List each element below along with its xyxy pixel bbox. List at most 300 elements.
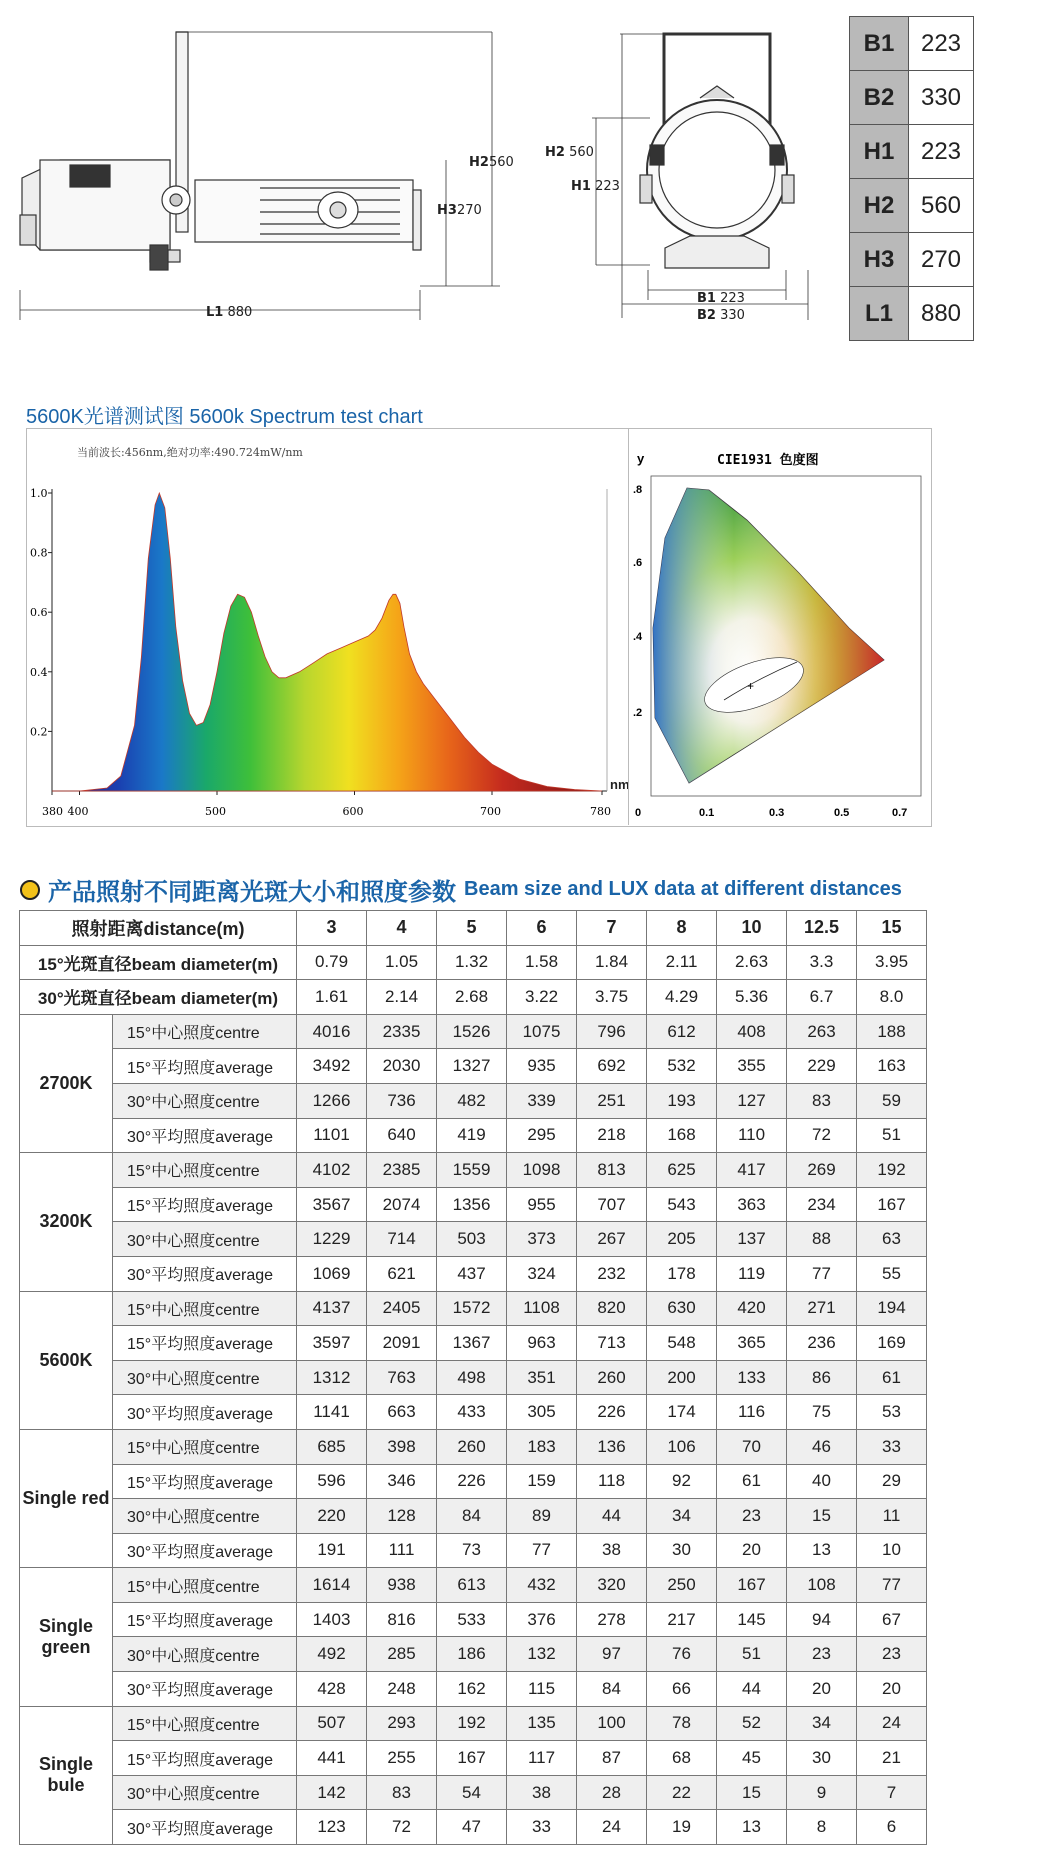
beam-diameter-cell: 2.63 [717,945,787,980]
measurement-label: 15°平均照度average [113,1187,297,1222]
lux-cell: 226 [437,1464,507,1499]
lux-cell: 3492 [297,1049,367,1084]
beam-diameter-label: 15°光斑直径beam diameter(m) [20,945,297,980]
lux-cell: 73 [437,1533,507,1568]
lux-cell: 492 [297,1637,367,1672]
lux-cell: 507 [297,1706,367,1741]
lux-cell: 251 [577,1083,647,1118]
beam-diameter-cell: 1.84 [577,945,647,980]
lux-cell: 820 [577,1291,647,1326]
distance-cell: 10 [717,911,787,946]
lux-cell: 84 [577,1672,647,1707]
lux-cell: 503 [437,1222,507,1257]
lux-cell: 88 [787,1222,857,1257]
lux-cell: 269 [787,1153,857,1188]
spectrum-x-tick-label: 700 [480,805,501,818]
lux-cell: 355 [717,1049,787,1084]
dimension-key: H1 [850,125,909,179]
lux-cell: 437 [437,1256,507,1291]
measurement-label: 30°中心照度centre [113,1637,297,1672]
beam-heading-cn: 产品照射不同距离光斑大小和照度参数 [48,879,456,906]
lux-cell: 84 [437,1499,507,1534]
lux-cell: 117 [507,1741,577,1776]
distance-cell: 7 [577,911,647,946]
lux-cell: 45 [717,1741,787,1776]
lux-cell: 89 [507,1499,577,1534]
table-row [20,1568,927,1603]
lux-cell: 46 [787,1429,857,1464]
lux-cell: 178 [647,1256,717,1291]
lux-cell: 1526 [437,1014,507,1049]
beam-lux-table [19,910,927,1845]
lux-cell: 271 [787,1291,857,1326]
lux-cell: 70 [717,1429,787,1464]
lux-cell: 76 [647,1637,717,1672]
color-temperature-group: Single green [20,1568,113,1706]
lux-cell: 24 [857,1706,927,1741]
dimension-key: B2 [850,71,909,125]
lux-cell: 816 [367,1602,437,1637]
lux-cell: 255 [367,1741,437,1776]
beam-diameter-cell: 6.7 [787,980,857,1015]
lux-cell: 52 [717,1706,787,1741]
beam-diameter-cell: 0.79 [297,945,367,980]
lux-cell: 30 [787,1741,857,1776]
lux-cell: 376 [507,1602,577,1637]
dimension-key: H3 [850,233,909,287]
lux-cell: 33 [507,1810,577,1845]
table-row [20,1810,927,1845]
beam-diameter-cell: 3.75 [577,980,647,1015]
lux-cell: 1101 [297,1118,367,1153]
table-row [20,1291,927,1326]
measurement-label: 15°中心照度centre [113,1153,297,1188]
lux-cell: 1266 [297,1083,367,1118]
lux-cell: 29 [857,1464,927,1499]
measurement-label: 30°平均照度average [113,1533,297,1568]
spectrum-y-tick-label: 0.2 [30,725,48,739]
lux-cell: 38 [507,1775,577,1810]
distance-cell: 6 [507,911,577,946]
lux-cell: 408 [717,1014,787,1049]
dimension-key: H2 [850,179,909,233]
lux-cell: 613 [437,1568,507,1603]
cie-diagram [629,428,931,825]
measurement-label: 30°平均照度average [113,1810,297,1845]
beam-diameter-label: 30°光斑直径beam diameter(m) [20,980,297,1015]
dimension-row [850,233,974,287]
lux-cell: 1403 [297,1602,367,1637]
lux-cell: 72 [367,1810,437,1845]
lux-cell: 123 [297,1810,367,1845]
lux-cell: 1327 [437,1049,507,1084]
lux-cell: 625 [647,1153,717,1188]
cie-y-tick-label: .8 [633,484,643,496]
lux-cell: 1559 [437,1153,507,1188]
lux-cell: 61 [717,1464,787,1499]
lux-cell: 15 [787,1499,857,1534]
lux-cell: 20 [787,1672,857,1707]
lux-cell: 53 [857,1395,927,1430]
lux-cell: 21 [857,1741,927,1776]
lux-cell: 1367 [437,1326,507,1361]
front-h1-label: H1 223 [571,179,620,194]
color-temperature-group: Single bule [20,1706,113,1844]
measurement-label: 30°平均照度average [113,1256,297,1291]
lux-cell: 596 [297,1464,367,1499]
beam-diameter-cell: 2.11 [647,945,717,980]
lux-cell: 640 [367,1118,437,1153]
lux-cell: 796 [577,1014,647,1049]
lux-cell: 2030 [367,1049,437,1084]
spectrum-x-tick-label: 600 [342,805,364,818]
lux-cell: 191 [297,1533,367,1568]
lux-cell: 13 [787,1533,857,1568]
lux-cell: 285 [367,1637,437,1672]
lux-cell: 305 [507,1395,577,1430]
lux-cell: 119 [717,1256,787,1291]
table-row [20,1706,927,1741]
lux-cell: 86 [787,1360,857,1395]
measurement-label: 30°中心照度centre [113,1499,297,1534]
lux-cell: 293 [367,1706,437,1741]
table-row [20,1672,927,1707]
lux-cell: 248 [367,1672,437,1707]
lux-cell: 94 [787,1602,857,1637]
dimension-table [849,16,974,341]
lux-cell: 28 [577,1775,647,1810]
lux-cell: 83 [367,1775,437,1810]
lux-cell: 168 [647,1118,717,1153]
distance-cell: 5 [437,911,507,946]
lux-cell: 55 [857,1256,927,1291]
measurement-label: 30°中心照度centre [113,1222,297,1257]
lux-cell: 250 [647,1568,717,1603]
lux-cell: 23 [787,1637,857,1672]
spectrum-x-tick-label: 380 [42,805,63,818]
measurement-label: 15°中心照度centre [113,1291,297,1326]
lux-cell: 51 [857,1118,927,1153]
lux-cell: 351 [507,1360,577,1395]
lux-cell: 38 [577,1533,647,1568]
lux-cell: 116 [717,1395,787,1430]
lux-cell: 54 [437,1775,507,1810]
front-b1-label: B1 223 [697,291,745,306]
cie-panel [628,428,931,825]
lux-cell: 1356 [437,1187,507,1222]
lux-cell: 8 [787,1810,857,1845]
dimension-row [850,179,974,233]
table-row [20,1429,927,1464]
lux-cell: 67 [857,1602,927,1637]
lux-cell: 205 [647,1222,717,1257]
lux-cell: 77 [507,1533,577,1568]
lux-cell: 320 [577,1568,647,1603]
lux-cell: 72 [787,1118,857,1153]
lux-cell: 11 [857,1499,927,1534]
beam-diameter-cell: 1.58 [507,945,577,980]
lux-cell: 77 [857,1568,927,1603]
distance-cell: 3 [297,911,367,946]
table-row [20,1499,927,1534]
lux-cell: 83 [787,1083,857,1118]
table-row [20,1222,927,1257]
color-temperature-group: 2700K [20,1014,113,1152]
lux-cell: 44 [717,1672,787,1707]
lux-cell: 19 [647,1810,717,1845]
lux-cell: 2091 [367,1326,437,1361]
dimension-row [850,287,974,341]
cie-y-label: y [637,451,645,466]
measurement-label: 15°平均照度average [113,1602,297,1637]
lux-cell: 192 [437,1706,507,1741]
front-view-drawing [592,34,808,320]
lux-cell: 736 [367,1083,437,1118]
dimension-row [850,125,974,179]
lux-cell: 1312 [297,1360,367,1395]
lux-cell: 169 [857,1326,927,1361]
lux-cell: 938 [367,1568,437,1603]
lux-cell: 324 [507,1256,577,1291]
lux-cell: 692 [577,1049,647,1084]
cie-y-tick-label: .6 [633,557,643,569]
lux-cell: 24 [577,1810,647,1845]
cie-title: CIE1931 色度图 [717,453,819,468]
lux-cell: 20 [717,1533,787,1568]
table-row [20,945,927,980]
lux-cell: 7 [857,1775,927,1810]
lux-cell: 132 [507,1637,577,1672]
lux-cell: 22 [647,1775,717,1810]
lux-cell: 2405 [367,1291,437,1326]
lux-cell: 44 [577,1499,647,1534]
table-row [20,1360,927,1395]
table-row [20,1775,927,1810]
lux-cell: 419 [437,1118,507,1153]
lux-cell: 1614 [297,1568,367,1603]
beam-diameter-cell: 1.05 [367,945,437,980]
lux-cell: 77 [787,1256,857,1291]
lux-cell: 441 [297,1741,367,1776]
measurement-label: 30°平均照度average [113,1395,297,1430]
dimension-value: 560 [909,179,974,233]
lux-cell: 66 [647,1672,717,1707]
lux-cell: 92 [647,1464,717,1499]
beam-diameter-cell: 4.29 [647,980,717,1015]
table-row [20,1741,927,1776]
cie-x-tick-label: 0.7 [892,807,908,819]
lux-cell: 713 [577,1326,647,1361]
lux-cell: 106 [647,1429,717,1464]
table-row [20,1533,927,1568]
lux-cell: 813 [577,1153,647,1188]
lux-cell: 2385 [367,1153,437,1188]
color-temperature-group: 5600K [20,1291,113,1429]
distance-cell: 12.5 [787,911,857,946]
lux-cell: 34 [787,1706,857,1741]
spectrum-title: 5600K光谱测试图 5600k Spectrum test chart [26,406,423,428]
side-l1-label: L1 880 [206,305,253,320]
circle-bullet-icon [20,880,40,900]
beam-diameter-cell: 5.36 [717,980,787,1015]
table-header-row [20,911,927,946]
cie-whitepoint-marker: + [747,679,755,693]
lux-cell: 200 [647,1360,717,1395]
lux-cell: 186 [437,1637,507,1672]
spectrum-readout: 当前波长:456nm,绝对功率:490.724mW/nm [77,446,303,459]
lux-cell: 663 [367,1395,437,1430]
lux-cell: 363 [717,1187,787,1222]
beam-diameter-cell: 3.22 [507,980,577,1015]
beam-heading-en: Beam size and LUX data at different distances [464,878,902,900]
table-row [20,1118,927,1153]
lux-cell: 163 [857,1049,927,1084]
dimension-value: 880 [909,287,974,341]
lux-cell: 9 [787,1775,857,1810]
lux-cell: 167 [437,1741,507,1776]
lux-cell: 763 [367,1360,437,1395]
lux-cell: 432 [507,1568,577,1603]
spectrum-y-tick-label: 0.6 [30,606,48,620]
measurement-label: 15°中心照度centre [113,1706,297,1741]
spectrum-y-tick-label: 1.0 [30,487,48,500]
lux-cell: 4137 [297,1291,367,1326]
lux-cell: 118 [577,1464,647,1499]
lux-cell: 955 [507,1187,577,1222]
lux-cell: 167 [857,1187,927,1222]
dimension-row [850,17,974,71]
lux-cell: 145 [717,1602,787,1637]
cie-x-tick-label: 0.1 [699,807,715,819]
lux-cell: 23 [857,1637,927,1672]
table-row [20,980,927,1015]
table-row [20,1637,927,1672]
lux-cell: 115 [507,1672,577,1707]
lux-cell: 685 [297,1429,367,1464]
lux-cell: 100 [577,1706,647,1741]
lux-cell: 533 [437,1602,507,1637]
lux-cell: 232 [577,1256,647,1291]
lux-cell: 482 [437,1083,507,1118]
lux-cell: 263 [787,1014,857,1049]
lux-cell: 621 [367,1256,437,1291]
lux-cell: 218 [577,1118,647,1153]
lux-cell: 75 [787,1395,857,1430]
lux-cell: 192 [857,1153,927,1188]
lux-cell: 110 [717,1118,787,1153]
spectrum-area [52,493,602,791]
lux-cell: 630 [647,1291,717,1326]
lux-cell: 498 [437,1360,507,1395]
beam-diameter-cell: 3.95 [857,945,927,980]
measurement-label: 30°平均照度average [113,1118,297,1153]
lux-cell: 47 [437,1810,507,1845]
lux-cell: 78 [647,1706,717,1741]
lux-cell: 68 [647,1741,717,1776]
table-row [20,1187,927,1222]
distance-cell: 15 [857,911,927,946]
lux-cell: 167 [717,1568,787,1603]
lux-cell: 59 [857,1083,927,1118]
lux-cell: 365 [717,1326,787,1361]
lux-cell: 6 [857,1810,927,1845]
cie-y-tick-label: .2 [633,707,643,719]
dimension-row [850,71,974,125]
spectrum-x-tick-label: 500 [205,805,226,818]
lux-cell: 398 [367,1429,437,1464]
lux-cell: 963 [507,1326,577,1361]
table-row [20,1049,927,1084]
lux-cell: 260 [577,1360,647,1395]
beam-diameter-cell: 3.3 [787,945,857,980]
measurement-label: 15°中心照度centre [113,1429,297,1464]
lux-cell: 532 [647,1049,717,1084]
table-row [20,1153,927,1188]
beam-section-heading [20,872,902,907]
measurement-label: 30°中心照度centre [113,1360,297,1395]
lux-cell: 97 [577,1637,647,1672]
lux-cell: 2074 [367,1187,437,1222]
lux-cell: 217 [647,1602,717,1637]
table-row [20,1014,927,1049]
lux-cell: 159 [507,1464,577,1499]
lux-cell: 137 [717,1222,787,1257]
lux-cell: 194 [857,1291,927,1326]
lux-cell: 1069 [297,1256,367,1291]
spectrum-x-label: nm [610,777,629,792]
measurement-label: 30°平均照度average [113,1672,297,1707]
lux-cell: 1098 [507,1153,577,1188]
table-row [20,1326,927,1361]
lux-cell: 4016 [297,1014,367,1049]
color-temperature-group: 3200K [20,1153,113,1291]
beam-diameter-cell: 2.68 [437,980,507,1015]
lux-cell: 133 [717,1360,787,1395]
lux-cell: 2335 [367,1014,437,1049]
front-h2-label: H2 560 [545,145,594,160]
lux-cell: 220 [297,1499,367,1534]
lux-cell: 23 [717,1499,787,1534]
lux-cell: 136 [577,1429,647,1464]
measurement-label: 15°平均照度average [113,1741,297,1776]
lux-cell: 428 [297,1672,367,1707]
lux-cell: 188 [857,1014,927,1049]
table-row [20,1395,927,1430]
lux-cell: 612 [647,1014,717,1049]
lux-cell: 3597 [297,1326,367,1361]
measurement-label: 30°中心照度centre [113,1083,297,1118]
lux-cell: 87 [577,1741,647,1776]
dimension-value: 223 [909,125,974,179]
distance-cell: 4 [367,911,437,946]
lux-cell: 278 [577,1602,647,1637]
lux-cell: 108 [787,1568,857,1603]
lux-cell: 127 [717,1083,787,1118]
lux-cell: 267 [577,1222,647,1257]
lux-cell: 543 [647,1187,717,1222]
spectrum-y-tick-label: 0.4 [30,665,48,679]
dimension-value: 330 [909,71,974,125]
lux-cell: 373 [507,1222,577,1257]
lux-cell: 33 [857,1429,927,1464]
lux-cell: 420 [717,1291,787,1326]
lux-cell: 229 [787,1049,857,1084]
lux-cell: 1229 [297,1222,367,1257]
lux-cell: 935 [507,1049,577,1084]
lux-cell: 34 [647,1499,717,1534]
table-row [20,1083,927,1118]
lux-cell: 30 [647,1533,717,1568]
